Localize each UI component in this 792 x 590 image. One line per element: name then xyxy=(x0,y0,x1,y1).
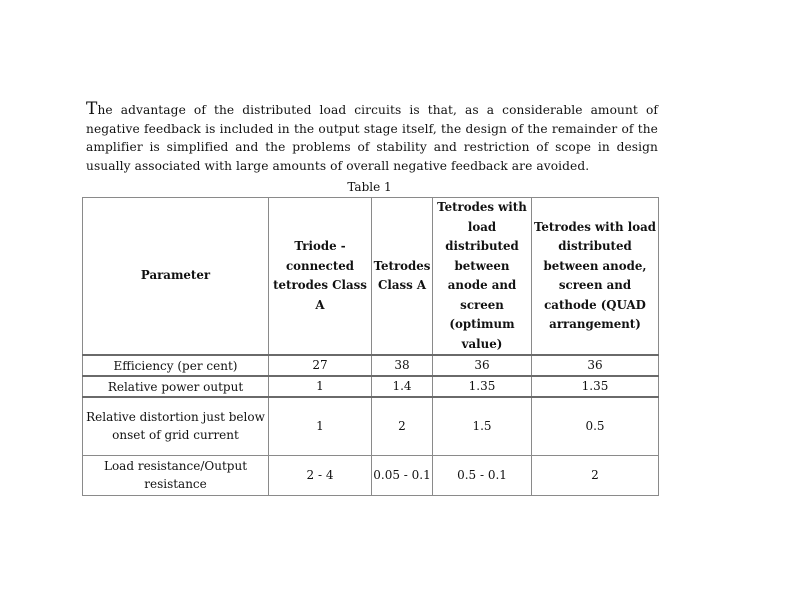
row-label: Relative power output xyxy=(83,376,269,397)
row-label: Relative distortion just below onset of grid current xyxy=(83,397,269,455)
cell-quad: 2 xyxy=(532,455,659,495)
drop-cap-letter: T xyxy=(86,99,98,120)
table-row xyxy=(83,397,659,455)
header-anode-screen: Tetrodes with load distributed between anode and screen (optimum value) xyxy=(433,198,532,356)
table-caption: Table 1 xyxy=(347,180,392,194)
header-triode-connected: Triode - connected tetrodes Class A xyxy=(269,198,372,356)
cell-triode: 27 xyxy=(269,355,372,376)
table-row xyxy=(83,376,659,397)
cell-quad: 1.35 xyxy=(532,376,659,397)
cell-anode-screen: 36 xyxy=(433,355,532,376)
row-label: Efficiency (per cent) xyxy=(83,355,269,376)
paragraph-text: he advantage of the distributed load circuits is that, as a considerable amount of negative feedback is included in the output stage itself, the design of the remainder of the amplifier is simplified and the problems of stability and restriction of scope in design usually associated with large amounts of overall negative feedback are avoided. xyxy=(86,103,658,173)
cell-anode-screen: 1.5 xyxy=(433,397,532,455)
table-row xyxy=(83,355,659,376)
header-quad-arrangement: Tetrodes with load distributed between anode, screen and cathode (QUAD arrangement) xyxy=(532,198,659,356)
cell-triode: 2 - 4 xyxy=(269,455,372,495)
row-label: Load resistance/Output resistance xyxy=(83,455,269,495)
header-tetrodes-class-a: Tetrodes Class A xyxy=(372,198,433,356)
cell-triode: 1 xyxy=(269,397,372,455)
header-parameter: Parameter xyxy=(83,198,269,356)
cell-tetrodes: 0.05 - 0.1 xyxy=(372,455,433,495)
cell-tetrodes: 1.4 xyxy=(372,376,433,397)
comparison-table xyxy=(82,197,659,496)
cell-anode-screen: 0.5 - 0.1 xyxy=(433,455,532,495)
cell-anode-screen: 1.35 xyxy=(433,376,532,397)
cell-quad: 0.5 xyxy=(532,397,659,455)
cell-triode: 1 xyxy=(269,376,372,397)
cell-tetrodes: 38 xyxy=(372,355,433,376)
header-row xyxy=(83,198,659,356)
intro-paragraph xyxy=(86,100,658,175)
cell-quad: 36 xyxy=(532,355,659,376)
table-row xyxy=(83,455,659,495)
cell-tetrodes: 2 xyxy=(372,397,433,455)
